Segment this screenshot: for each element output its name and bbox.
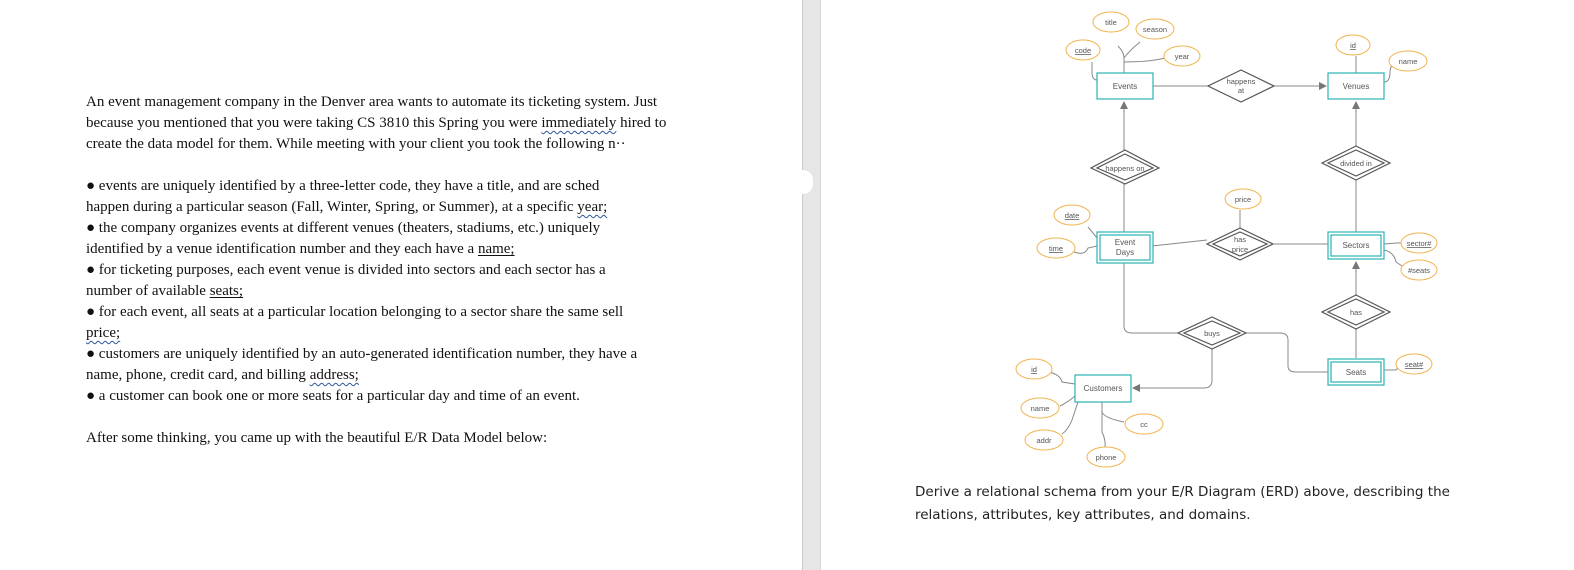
- line-title: [1118, 46, 1124, 73]
- line-cc: [1102, 402, 1124, 422]
- bullet-6-line-1: ● a customer can book one or more seats for a particular day and time of an event.: [86, 388, 580, 404]
- attr-seat-num-label: seat#: [1404, 360, 1424, 369]
- attr-cust-name-label: name: [1030, 404, 1050, 413]
- line-time: [1074, 246, 1097, 253]
- attr-sector-num-label: sector#: [1406, 239, 1432, 248]
- line-eventdays-buys: [1124, 262, 1180, 333]
- line-addr: [1062, 402, 1078, 434]
- rel-has-price-label-1: has: [1233, 235, 1247, 244]
- attr-cust-id-label: id: [1031, 365, 1037, 374]
- attr-cc-label: cc: [1140, 420, 1148, 429]
- bullet-5-line-1: ● customers are uniquely identified by an auto-generated identification number, they have a: [86, 346, 638, 362]
- entity-eventdays-label-1: Event: [1114, 238, 1136, 247]
- rel-has-label: has: [1349, 308, 1363, 317]
- line-buys-seats: [1244, 333, 1329, 372]
- entity-seats-label: Seats: [1345, 368, 1367, 377]
- bullet-2-underlined: name;: [477, 241, 515, 257]
- line-eventdays-hasprice: [1152, 240, 1207, 246]
- bullet-1-text: happen during a particular season (Fall, Winter, Spring, or Summer), at a specific: [86, 199, 578, 215]
- entity-sectors-label: Sectors: [1342, 241, 1370, 250]
- bullet-1-underlined: year;: [577, 199, 608, 215]
- line-season: [1124, 42, 1140, 58]
- entity-events-label: Events: [1112, 82, 1138, 91]
- bullet-5-text: name, phone, credit card, and billing: [86, 367, 310, 383]
- line-num-seats: [1384, 250, 1402, 266]
- attr-date-label: date: [1064, 211, 1080, 220]
- rel-divided-in-label: divided in: [1340, 159, 1372, 168]
- attr-year-label: year: [1174, 52, 1190, 61]
- relationship-diamonds: [1091, 70, 1390, 349]
- bullet-3-text: number of available: [86, 283, 210, 299]
- rel-has-price-label-2: price: [1231, 245, 1249, 254]
- rel-buys-label: buys: [1204, 329, 1220, 338]
- rel-happens-on-label: happens on: [1105, 164, 1145, 173]
- intro-line-3: create the data model for them. While meeting with your client you took the following n··: [86, 136, 626, 152]
- attr-phone-label: phone: [1095, 453, 1117, 462]
- intro-line-2-end: hired to: [616, 115, 667, 131]
- line-cust-name: [1060, 396, 1075, 406]
- question-text: Derive a relational schema from your E/R Diagram (ERD) above, describing the relations, attributes, key attributes, and domains.: [915, 484, 1450, 523]
- line-code: [1092, 62, 1097, 80]
- attr-venue-id-label: id: [1350, 41, 1356, 50]
- line-date: [1088, 227, 1097, 238]
- attr-addr-label: addr: [1036, 436, 1052, 445]
- entity-customers-label: Customers: [1083, 384, 1123, 393]
- line-year: [1124, 58, 1165, 62]
- bullet-5-underlined: address;: [309, 367, 359, 383]
- bullet-4-underlined: price;: [86, 325, 121, 341]
- intro-line-1: An event management company in the Denver area wants to automate its ticketing system. Just: [86, 94, 658, 110]
- line-buys-customers: [1133, 348, 1212, 388]
- bullet-4-line-1: ● for each event, all seats at a particular location belonging to a sector share the same sell: [86, 304, 624, 320]
- attr-code-label: code: [1074, 46, 1092, 55]
- line-cust-id: [1048, 372, 1075, 384]
- entity-eventdays-label-2: Days: [1115, 248, 1135, 257]
- intro-line-2-text: because you mentioned that you were taking CS 3810 this Spring you were: [86, 115, 542, 131]
- line-phone: [1102, 402, 1105, 448]
- entity-venues-label: Venues: [1342, 82, 1370, 91]
- attr-season-label: season: [1142, 25, 1168, 34]
- closing-sentence: After some thinking, you came up with the beautiful E/R Data Model below:: [86, 430, 548, 446]
- rel-happens-at-label-1: happens: [1226, 77, 1256, 86]
- attr-time-label: time: [1048, 244, 1064, 253]
- attr-title-label: title: [1105, 18, 1117, 27]
- bullet-3-line-1: ● for ticketing purposes, each event venue is divided into sectors and each sector has a: [86, 262, 606, 278]
- attr-num-seats-label: #seats: [1407, 266, 1431, 275]
- immediately-word: immediately: [541, 115, 617, 131]
- rel-happens-at-label-2: at: [1237, 86, 1245, 95]
- attr-venue-name-label: name: [1398, 57, 1418, 66]
- bullet-2-line-1: ● the company organizes events at different venues (theaters, stadiums, etc.) uniquely: [86, 220, 601, 236]
- attr-price-label: price: [1234, 195, 1252, 204]
- bullet-2-text: identified by a venue identification number and they each have a: [86, 241, 478, 257]
- bullet-1-line-1: ● events are uniquely identified by a three-letter code, they have a title, and are sched: [86, 178, 600, 194]
- bullet-3-underlined: seats;: [209, 283, 244, 299]
